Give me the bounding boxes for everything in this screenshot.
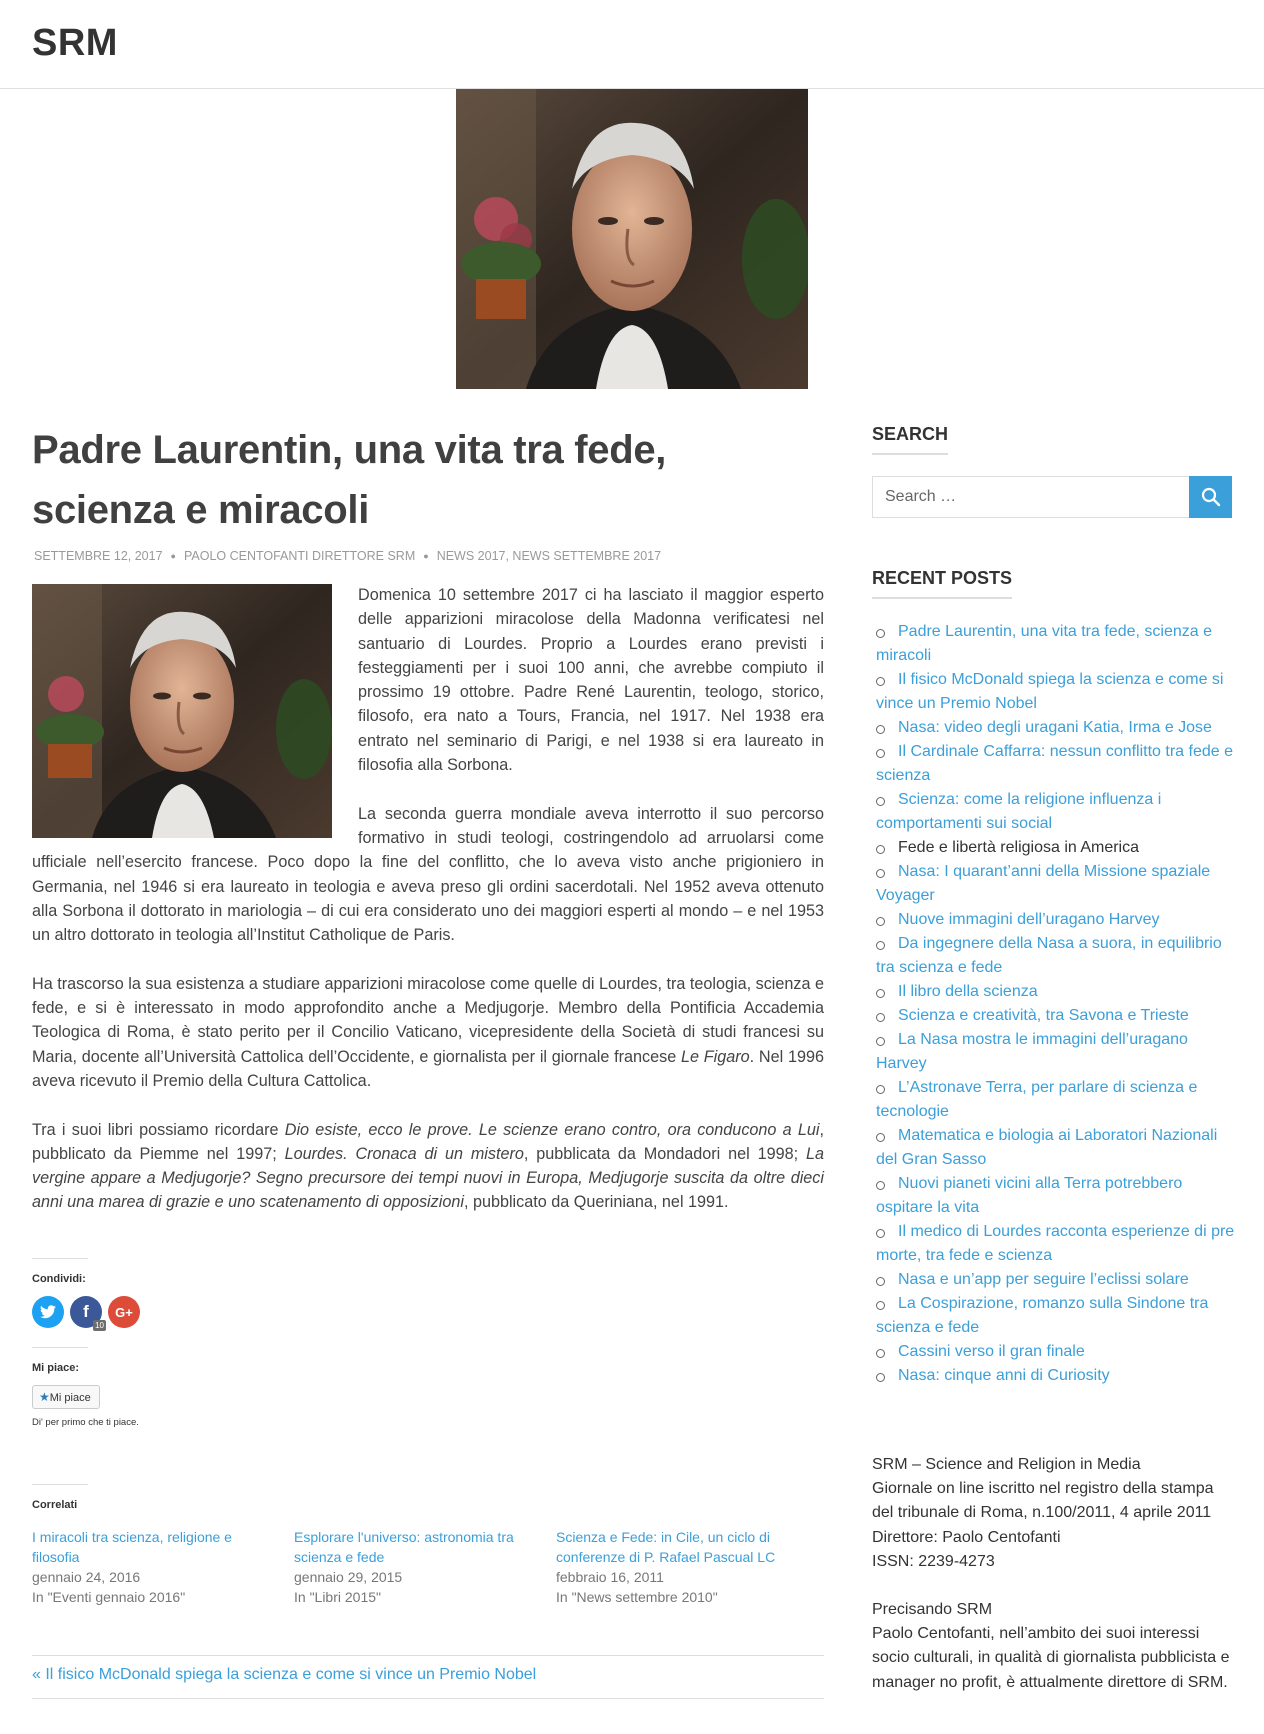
paragraph-3: Ha trascorso la sua esistenza a studiare apparizioni miracolose come quelle di Lourdes, tra teologia, scienza e fede, e si è interessato in modo approfondito anche a Medjugorje. Membro della Pontificia Accademia Teologica di Roma, è stato perito per il Concilio Vaticano, vicepresidente della Società di studi francesi su Maria, docente all’Università Cattolica dell’Occidente, e giornalista per il giornale francese Le Figaro. Nel 1996 aveva ricevuto il Premio della Cultura Cattolica. [32, 974, 824, 1090]
related-link[interactable]: I miracoli tra scienza, religione e filosofia [32, 1529, 232, 1565]
list-item [876, 716, 1236, 740]
recent-post-link[interactable]: Matematica e biologia ai Laboratori Nazionali del Gran Sasso [876, 1127, 1218, 1168]
facebook-share-button[interactable] [70, 1296, 102, 1328]
related-category: In "News settembre 2010" [556, 1589, 718, 1605]
precisando-text: Precisando SRM Paolo Centofanti, nell’ambito dei suoi interessi socio culturali, in qualità di giornalista pubblicista e manager no profit, è attualmente direttore di SRM. [872, 1601, 1230, 1691]
list-item [876, 908, 1236, 932]
post-title: Padre Laurentin, una vita tra fede, scienza e miracoli [32, 428, 667, 532]
recent-posts-list [876, 620, 1236, 1388]
star-icon: ★ [39, 1390, 50, 1404]
recent-post-link[interactable]: Scienza e creatività, tra Savona e Trieste [898, 1007, 1189, 1024]
related-link[interactable]: Scienza e Fede: in Cile, un ciclo di conferenze di P. Rafael Pascual LC [556, 1529, 776, 1565]
hero-image [456, 89, 808, 389]
list-item [876, 1268, 1236, 1292]
post-date[interactable]: SETTEMBRE 12, 2017 [34, 549, 163, 563]
share-heading: Condividi: [32, 1273, 86, 1285]
recent-post-link[interactable]: L’Astronave Terra, per parlare di scienza e tecnologie [876, 1079, 1198, 1120]
recent-post-link[interactable]: Il Cardinale Caffarra: nessun conflitto tra fede e scienza [876, 743, 1233, 784]
recent-post-link[interactable]: Scienza: come la religione influenza i comportamenti sui social [876, 791, 1162, 832]
recent-post-link[interactable]: Nasa: cinque anni di Curiosity [898, 1367, 1110, 1384]
list-item [876, 1220, 1236, 1268]
post-content [32, 583, 824, 1239]
related-date: febbraio 16, 2011 [556, 1569, 664, 1585]
related-heading: Correlati [32, 1499, 78, 1511]
list-item [876, 1004, 1236, 1028]
list-item [876, 1076, 1236, 1124]
list-item [876, 740, 1236, 788]
list-item [876, 932, 1236, 980]
about-widget [872, 1453, 1232, 1719]
related-item [32, 1527, 294, 1607]
site-title[interactable]: SRM [32, 22, 118, 64]
previous-post-link[interactable]: « Il fisico McDonald spiega la scienza e come si vince un Premio Nobel [32, 1666, 537, 1683]
search-form [872, 476, 1232, 518]
related-posts [32, 1484, 824, 1607]
list-item [876, 1364, 1236, 1388]
list-item [876, 1028, 1236, 1076]
related-item [294, 1527, 556, 1607]
related-category: In "Eventi gennaio 2016" [32, 1589, 186, 1605]
related-date: gennaio 24, 2016 [32, 1569, 141, 1585]
recent-post-link[interactable]: Nasa: video degli uragani Katia, Irma e Jose [898, 719, 1212, 736]
list-item [876, 836, 1236, 860]
like-note: Di' per primo che ti piace. [32, 1417, 139, 1428]
list-item [876, 1124, 1236, 1172]
recent-post-link[interactable]: Nasa e un’app per seguire l’eclissi solare [898, 1271, 1189, 1288]
related-category: In "Libri 2015" [294, 1589, 381, 1605]
search-icon [1201, 487, 1221, 507]
paragraph-1: Domenica 10 settembre 2017 ci ha lasciato il maggior esperto delle apparizioni miracolose della Madonna verificatesi nel santuario di Lourdes. Proprio a Lourdes erano previsti i festeggiamenti per i suoi 100 anni, che avrebbe compiuto il prossimo 19 ottobre. Padre René Laurentin, teologo, storico, filosofo, era nato a Tours, Francia, nel 1917. Nel 1938 era entrato nel seminario di Parigi, e nel 1938 si era laureato in filosofia alla Sorbona. [358, 586, 824, 775]
like-button[interactable]: ★Mi piace [32, 1385, 100, 1409]
like-heading: Mi piace: [32, 1362, 80, 1374]
paragraph-2: La seconda guerra mondiale aveva interrotto il suo percorso formativo in studi teologi, costringendolo ad arruolarsi come ufficiale nell’esercito francese. Poco dopo la fine del conflitto, che lo aveva visto anche prigioniero in Germania, nel 1946 si era laureato in teologia e aveva preso gli ordini sacerdotali. Nel 1952 aveva ottenuto alla Sorbona il dottorato in mariologia – di cui era considerato uno dei maggiori esperti al mondo – e nel 1953 un altro dottorato in teologia all’Institut Catholique de Paris. [32, 804, 824, 945]
recent-post-link[interactable]: Il libro della scienza [898, 983, 1038, 1000]
share-section [32, 1258, 140, 1328]
search-widget-title: SEARCH [872, 424, 948, 455]
list-item [876, 1172, 1236, 1220]
facebook-share-count: 10 [95, 1321, 104, 1330]
recent-post-link[interactable]: La Cospirazione, romanzo sulla Sindone tra scienza e fede [876, 1295, 1209, 1336]
recent-post-link[interactable]: Nuovi pianeti vicini alla Terra potrebbero ospitare la vita [876, 1175, 1183, 1216]
post-categories[interactable]: NEWS 2017, NEWS SETTEMBRE 2017 [436, 549, 662, 563]
twitter-icon [40, 1305, 56, 1319]
post-navigation [32, 1655, 824, 1699]
post-author[interactable]: PAOLO CENTOFANTI DIRETTORE SRM [183, 549, 416, 563]
recent-post-link[interactable]: Cassini verso il gran finale [898, 1343, 1085, 1360]
search-button[interactable] [1189, 476, 1232, 518]
recent-post-link[interactable]: Il fisico McDonald spiega la scienza e come si vince un Premio Nobel [876, 671, 1224, 712]
list-item [876, 620, 1236, 668]
related-item [556, 1527, 818, 1607]
recent-post-link[interactable]: Padre Laurentin, una vita tra fede, scienza e miracoli [876, 623, 1212, 664]
related-link[interactable]: Esplorare l'universo: astronomia tra scienza e fede [294, 1529, 514, 1565]
recent-post-link[interactable]: Da ingegnere della Nasa a suora, in equilibrio tra scienza e fede [876, 935, 1222, 976]
about-text: SRM – Science and Religion in Media Giornale on line iscritto nel registro della stampa del tribunale di Roma, n.100/2011, 4 aprile 2011 Direttore: Paolo Centofanti ISSN: 2239-4273 [872, 1456, 1214, 1570]
recent-posts-title: RECENT POSTS [872, 568, 1012, 599]
meta-separator-icon: ● [170, 551, 176, 561]
list-item [876, 980, 1236, 1004]
related-date: gennaio 29, 2015 [294, 1569, 403, 1585]
google-plus-share-button[interactable] [108, 1296, 140, 1328]
site-header [0, 0, 1264, 89]
list-item [876, 1292, 1236, 1340]
list-item [876, 860, 1236, 908]
google-plus-icon: G+ [115, 1304, 133, 1320]
recent-post-link[interactable]: Nasa: I quarant’anni della Missione spaziale Voyager [876, 863, 1211, 904]
search-input[interactable] [872, 476, 1189, 518]
recent-post-link[interactable]: Nuove immagini dell’uragano Harvey [898, 911, 1160, 928]
recent-post-link[interactable]: Fede e libertà religiosa in America [898, 839, 1140, 856]
list-item [876, 788, 1236, 836]
twitter-share-button[interactable] [32, 1296, 64, 1328]
recent-post-link[interactable]: La Nasa mostra le immagini dell’uragano Harvey [876, 1031, 1188, 1072]
facebook-icon: f [83, 1302, 89, 1321]
list-item [876, 1340, 1236, 1364]
recent-post-link[interactable]: Il medico di Lourdes racconta esperienze di pre morte, tra fede e scienza [876, 1223, 1235, 1264]
like-section [32, 1347, 139, 1428]
list-item [876, 668, 1236, 716]
paragraph-4: Tra i suoi libri possiamo ricordare Dio esiste, ecco le prove. Le scienze erano contro, ora conducono a Lui, pubblicato da Piemme nel 1997; Lourdes. Cronaca di un mistero, pubblicata da Mondadori nel 1998; La vergine appare a Medjugorje? Segno precursore dei tempi nuovi in Europa, Medjugorje suscita da oltre dieci anni una marea di grazie e uno scatenamento di opposizioni, pubblicato da Queriniana, nel 1991. [32, 1120, 825, 1212]
meta-separator-icon: ● [423, 551, 429, 561]
post-meta [34, 549, 661, 563]
